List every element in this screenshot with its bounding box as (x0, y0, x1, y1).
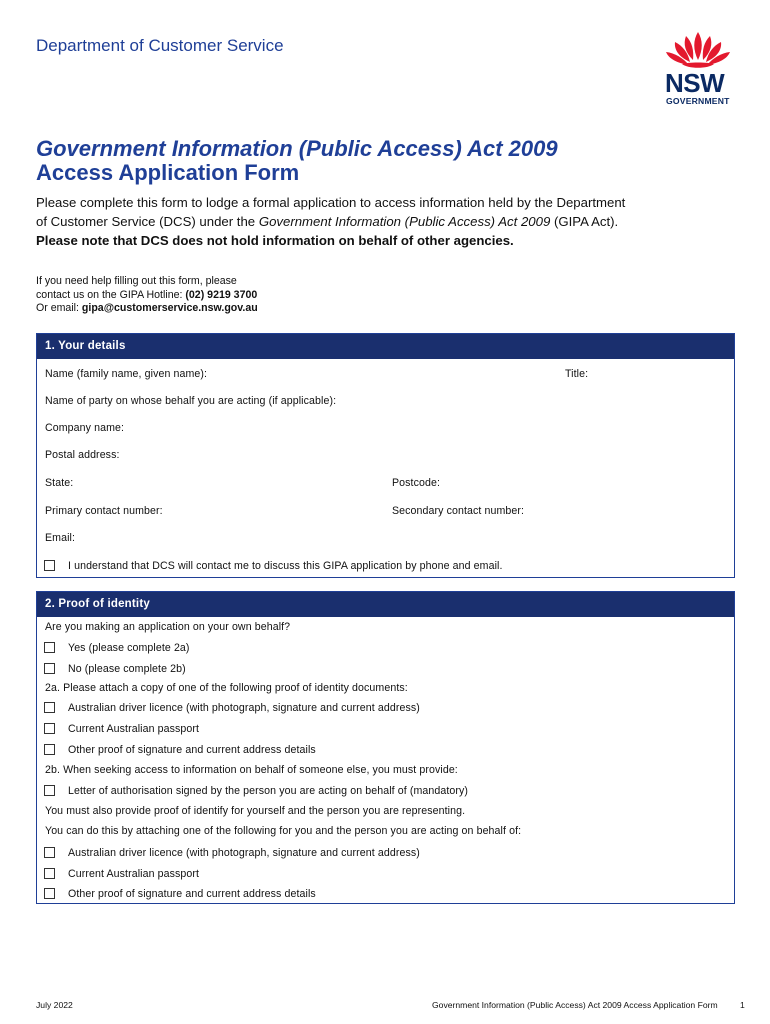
page-title: Government Information (Public Access) Act 2009 (36, 136, 558, 161)
company-field[interactable]: Company name: (45, 422, 125, 434)
2b-letter-label: Letter of authorisation signed by the person you are acting on behalf of (mandatory) (68, 785, 469, 797)
secondary-contact-field[interactable]: Secondary contact number: (392, 505, 525, 517)
2a-driver-licence-checkbox[interactable] (44, 702, 55, 713)
2a-driver-licence-label: Australian driver licence (with photograph, signature and current address) (68, 702, 420, 714)
intro-text-2: (GIPA Act). (550, 214, 619, 229)
footer-document-title: Government Information (Public Access) Act 2009 Access Application Form (432, 1000, 718, 1010)
consent-checkbox[interactable] (44, 560, 55, 571)
yes-label: Yes (please complete 2a) (68, 642, 190, 654)
section-proof-of-identity (36, 591, 735, 904)
email-field[interactable]: Email: (45, 532, 76, 544)
2a-other-proof-checkbox[interactable] (44, 744, 55, 755)
2b-other-proof-checkbox[interactable] (44, 888, 55, 899)
postal-address-field[interactable]: Postal address: (45, 449, 120, 461)
intro-text: Please complete this form to lodge a formal application to access information held by the Department of Customer Service (DCS) under the (36, 195, 626, 229)
section-2a-heading: 2a. Please attach a copy of one of the following proof of identity documents: (45, 682, 408, 694)
intro-paragraph (36, 193, 626, 250)
page-number: 1 (740, 1000, 745, 1010)
page-subtitle: Access Application Form (36, 160, 300, 185)
postcode-field[interactable]: Postcode: (392, 477, 441, 489)
nsw-government-logo (660, 30, 736, 108)
yes-checkbox[interactable] (44, 642, 55, 653)
2b-passport-label: Current Australian passport (68, 868, 200, 880)
section-heading: 1. Your details (37, 334, 734, 359)
footer-date: July 2022 (36, 1000, 73, 1010)
email-line (36, 302, 258, 316)
help-line: If you need help filling out this form, please (36, 275, 237, 287)
section-2b-heading: 2b. When seeking access to information on behalf of someone else, you must provide: (45, 764, 458, 776)
2b-note-2: You can do this by attaching one of the following for you and the person you are acting on behalf of: (45, 825, 522, 837)
hotline-number[interactable]: (02) 9219 3700 (185, 288, 258, 301)
consent-label: I understand that DCS will contact me to discuss this GIPA application by phone and email. (68, 560, 503, 572)
2a-passport-checkbox[interactable] (44, 723, 55, 734)
hotline-line (36, 289, 258, 303)
logo-government-text: GOVERNMENT (666, 96, 730, 106)
party-field[interactable]: Name of party on whose behalf you are acting (if applicable): (45, 395, 337, 407)
intro-act-name: Government Information (Public Access) Act 2009 (258, 214, 551, 229)
no-checkbox[interactable] (44, 663, 55, 674)
2b-note-1: You must also provide proof of identify for yourself and the person you are representing. (45, 805, 466, 817)
title-field[interactable]: Title: (565, 368, 589, 380)
2b-passport-checkbox[interactable] (44, 868, 55, 879)
own-behalf-question: Are you making an application on your own behalf? (45, 621, 291, 633)
intro-notice: Please note that DCS does not hold information on behalf of other agencies. (36, 233, 514, 248)
contact-email-link[interactable]: gipa@customerservice.nsw.gov.au (81, 302, 258, 314)
2b-driver-licence-checkbox[interactable] (44, 847, 55, 858)
help-contact (36, 275, 258, 316)
email-label: Or email: (36, 302, 82, 314)
state-field[interactable]: State: (45, 477, 74, 489)
name-field[interactable]: Name (family name, given name): (45, 368, 208, 380)
2b-other-proof-label: Other proof of signature and current address details (68, 888, 316, 900)
hotline-label: contact us on the GIPA Hotline: (36, 288, 186, 301)
2b-letter-checkbox[interactable] (44, 785, 55, 796)
no-label: No (please complete 2b) (68, 663, 186, 675)
2b-driver-licence-label: Australian driver licence (with photograph, signature and current address) (68, 847, 420, 859)
section-heading: 2. Proof of identity (37, 592, 734, 617)
logo-nsw-text: NSW (665, 68, 725, 98)
2a-other-proof-label: Other proof of signature and current address details (68, 744, 316, 756)
department-name: Department of Customer Service (36, 36, 284, 55)
primary-contact-field[interactable]: Primary contact number: (45, 505, 163, 517)
waratah-flower-icon (660, 30, 736, 72)
section-your-details (36, 333, 735, 578)
2a-passport-label: Current Australian passport (68, 723, 200, 735)
